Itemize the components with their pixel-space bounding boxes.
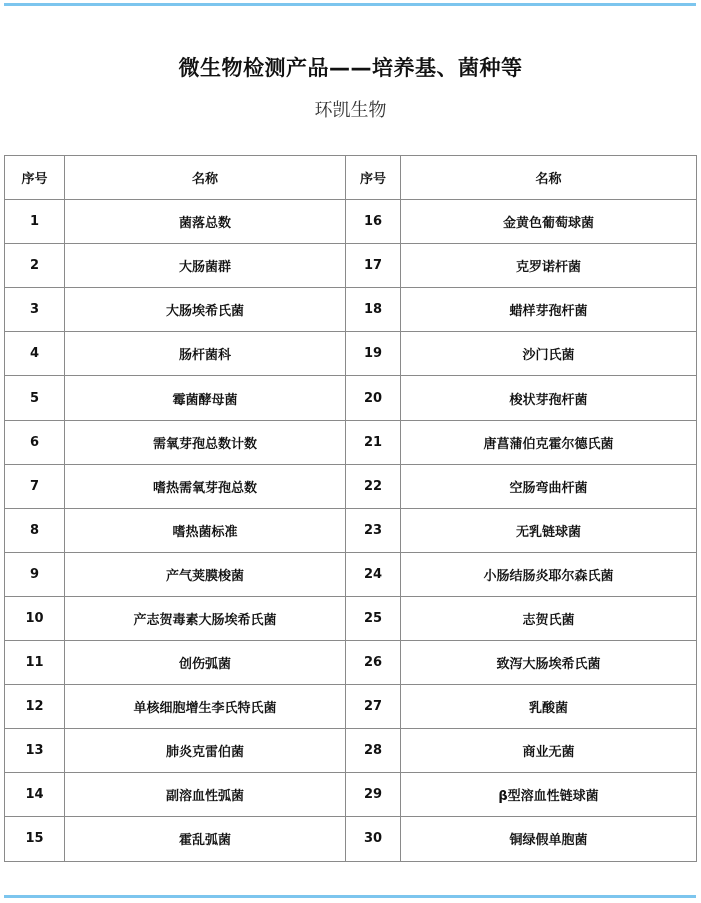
cell-name: 商业无菌 (401, 729, 697, 773)
top-accent-bar (4, 3, 696, 6)
cell-number: 6 (5, 420, 65, 464)
cell-number: 21 (346, 420, 401, 464)
cell-name: 霉菌酵母菌 (65, 376, 346, 420)
cell-name: 菌落总数 (65, 200, 346, 244)
cell-number: 4 (5, 332, 65, 376)
cell-number: 11 (5, 641, 65, 685)
cell-name: 嗜热菌标准 (65, 508, 346, 552)
cell-number: 19 (346, 332, 401, 376)
cell-number: 17 (346, 244, 401, 288)
cell-name: 克罗诺杆菌 (401, 244, 697, 288)
table-row (5, 685, 697, 729)
cell-name: 副溶血性弧菌 (65, 773, 346, 817)
cell-number: 20 (346, 376, 401, 420)
cell-name: 梭状芽孢杆菌 (401, 376, 697, 420)
table-header-row (5, 156, 697, 200)
page-subtitle: 环凯生物 (314, 100, 387, 121)
cell-number: 8 (5, 508, 65, 552)
cell-number: 5 (5, 376, 65, 420)
cell-name: 小肠结肠炎耶尔森氏菌 (401, 552, 697, 596)
cell-number: 24 (346, 552, 401, 596)
cell-number: 14 (5, 773, 65, 817)
cell-name: 产气荚膜梭菌 (65, 552, 346, 596)
cell-name: 无乳链球菌 (401, 508, 697, 552)
page-title: 微生物检测产品——培养基、菌种等 (178, 56, 523, 80)
cell-name: 单核细胞增生李氏特氏菌 (65, 685, 346, 729)
cell-number: 12 (5, 685, 65, 729)
cell-name: 空肠弯曲杆菌 (401, 464, 697, 508)
cell-number: 15 (5, 817, 65, 861)
cell-number: 28 (346, 729, 401, 773)
cell-number: 26 (346, 641, 401, 685)
cell-name: 致泻大肠埃希氏菌 (401, 641, 697, 685)
column-header-number-right: 序号 (346, 156, 401, 200)
table-row (5, 641, 697, 685)
cell-name: 沙门氏菌 (401, 332, 697, 376)
table-row (5, 420, 697, 464)
table-row (5, 596, 697, 640)
cell-number: 23 (346, 508, 401, 552)
cell-number: 25 (346, 596, 401, 640)
cell-number: 27 (346, 685, 401, 729)
cell-number: 30 (346, 817, 401, 861)
table-row (5, 332, 697, 376)
cell-name: 霍乱弧菌 (65, 817, 346, 861)
cell-name: 肠杆菌科 (65, 332, 346, 376)
cell-number: 2 (5, 244, 65, 288)
table-body (5, 200, 697, 861)
product-table (4, 155, 697, 862)
table-row (5, 817, 697, 861)
cell-name: 需氧芽孢总数计数 (65, 420, 346, 464)
cell-name: 唐菖蒲伯克霍尔德氏菌 (401, 420, 697, 464)
table-row (5, 244, 697, 288)
cell-name: 蜡样芽孢杆菌 (401, 288, 697, 332)
cell-name: 铜绿假单胞菌 (401, 817, 697, 861)
cell-number: 7 (5, 464, 65, 508)
table-row (5, 200, 697, 244)
column-header-name-left: 名称 (65, 156, 346, 200)
table-row (5, 288, 697, 332)
table-row (5, 464, 697, 508)
table-row (5, 552, 697, 596)
cell-number: 3 (5, 288, 65, 332)
cell-number: 13 (5, 729, 65, 773)
column-header-number-left: 序号 (5, 156, 65, 200)
cell-name: 产志贺毒素大肠埃希氏菌 (65, 596, 346, 640)
cell-name: β型溶血性链球菌 (401, 773, 697, 817)
table-row (5, 508, 697, 552)
cell-name: 创伤弧菌 (65, 641, 346, 685)
cell-name: 肺炎克雷伯菌 (65, 729, 346, 773)
cell-number: 29 (346, 773, 401, 817)
cell-number: 16 (346, 200, 401, 244)
column-header-name-right: 名称 (401, 156, 697, 200)
cell-name: 志贺氏菌 (401, 596, 697, 640)
table-row (5, 376, 697, 420)
cell-number: 9 (5, 552, 65, 596)
cell-name: 大肠菌群 (65, 244, 346, 288)
cell-name: 乳酸菌 (401, 685, 697, 729)
table-row (5, 773, 697, 817)
cell-number: 18 (346, 288, 401, 332)
cell-number: 1 (5, 200, 65, 244)
cell-name: 大肠埃希氏菌 (65, 288, 346, 332)
cell-name: 嗜热需氧芽孢总数 (65, 464, 346, 508)
cell-number: 22 (346, 464, 401, 508)
cell-name: 金黄色葡萄球菌 (401, 200, 697, 244)
table-row (5, 729, 697, 773)
bottom-accent-bar (4, 895, 696, 898)
cell-number: 10 (5, 596, 65, 640)
